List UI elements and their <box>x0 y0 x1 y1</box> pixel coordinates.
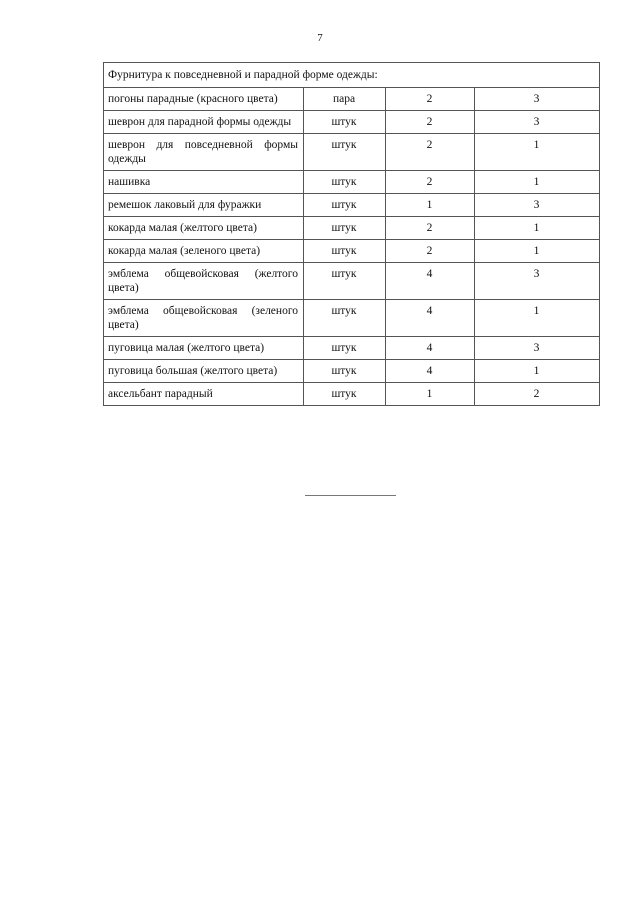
table-row <box>104 240 600 263</box>
table-row <box>104 383 600 406</box>
quantity-cell: 2 <box>386 111 475 134</box>
item-name-cell: погоны парадные (красного цвета) <box>104 88 304 111</box>
unit-cell: штук <box>304 263 386 300</box>
quantity-cell: 3 <box>475 263 600 300</box>
quantity-cell: 1 <box>475 240 600 263</box>
unit-cell: штук <box>304 337 386 360</box>
unit-cell: штук <box>304 194 386 217</box>
clothing-accessories-table <box>103 62 600 406</box>
item-name-cell: шеврон для повседневной формы одежды <box>104 134 304 171</box>
table-row <box>104 263 600 300</box>
table-row <box>104 134 600 171</box>
item-name-cell: шеврон для парадной формы одежды <box>104 111 304 134</box>
item-name-cell: эмблема общевойсковая (зеленого цвета) <box>104 300 304 337</box>
quantity-cell: 3 <box>475 88 600 111</box>
unit-cell: штук <box>304 383 386 406</box>
quantity-cell: 1 <box>475 360 600 383</box>
item-name-cell: аксельбант парадный <box>104 383 304 406</box>
table-row <box>104 171 600 194</box>
quantity-cell: 1 <box>475 134 600 171</box>
unit-cell: штук <box>304 300 386 337</box>
table-row <box>104 194 600 217</box>
item-name-cell: кокарда малая (зеленого цвета) <box>104 240 304 263</box>
quantity-cell: 1 <box>475 300 600 337</box>
quantity-cell: 2 <box>386 171 475 194</box>
table-section-header-row <box>104 63 600 88</box>
item-name-cell: ремешок лаковый для фуражки <box>104 194 304 217</box>
table-row <box>104 360 600 383</box>
table-row <box>104 217 600 240</box>
table-row <box>104 300 600 337</box>
quantity-cell: 2 <box>386 134 475 171</box>
table-section-title: Фурнитура к повседневной и парадной форме одежды: <box>104 63 600 88</box>
table-row <box>104 337 600 360</box>
item-name-cell: пуговица большая (желтого цвета) <box>104 360 304 383</box>
quantity-cell: 2 <box>475 383 600 406</box>
quantity-cell: 4 <box>386 300 475 337</box>
table-row <box>104 88 600 111</box>
quantity-cell: 2 <box>386 240 475 263</box>
table-row <box>104 111 600 134</box>
quantity-cell: 3 <box>475 111 600 134</box>
quantity-cell: 1 <box>386 194 475 217</box>
quantity-cell: 1 <box>386 383 475 406</box>
unit-cell: штук <box>304 240 386 263</box>
unit-cell: штук <box>304 111 386 134</box>
unit-cell: штук <box>304 360 386 383</box>
item-name-cell: эмблема общевойсковая (желтого цвета) <box>104 263 304 300</box>
item-name-cell: пуговица малая (желтого цвета) <box>104 337 304 360</box>
quantity-cell: 1 <box>475 217 600 240</box>
closing-divider-line <box>305 495 396 496</box>
unit-cell: штук <box>304 171 386 194</box>
quantity-cell: 2 <box>386 88 475 111</box>
quantity-cell: 3 <box>475 194 600 217</box>
quantity-cell: 4 <box>386 360 475 383</box>
item-name-cell: кокарда малая (желтого цвета) <box>104 217 304 240</box>
quantity-cell: 1 <box>475 171 600 194</box>
page-number: 7 <box>317 32 323 44</box>
unit-cell: штук <box>304 134 386 171</box>
quantity-cell: 3 <box>475 337 600 360</box>
item-name-cell: нашивка <box>104 171 304 194</box>
quantity-cell: 2 <box>386 217 475 240</box>
unit-cell: штук <box>304 217 386 240</box>
quantity-cell: 4 <box>386 337 475 360</box>
unit-cell: пара <box>304 88 386 111</box>
quantity-cell: 4 <box>386 263 475 300</box>
